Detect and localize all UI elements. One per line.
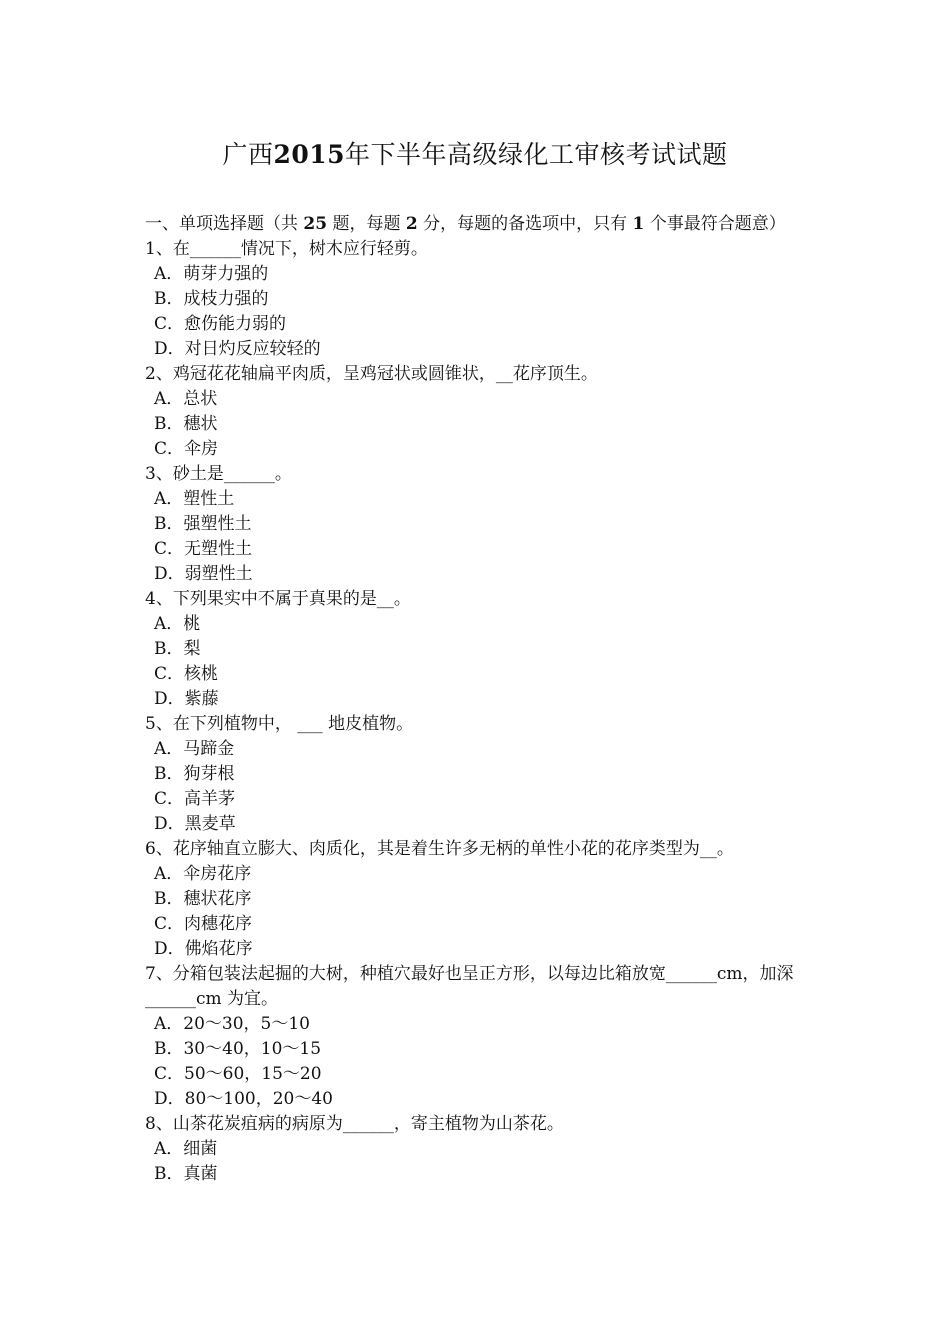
option-item: D．紫藤 — [154, 689, 219, 709]
option-item: B．30～40，10～15 — [154, 1039, 322, 1059]
option-item: C．高羊茅 — [154, 789, 236, 809]
points-per-question: 2 — [405, 214, 418, 234]
document-body — [145, 212, 810, 1187]
option-item: A．塑性土 — [154, 489, 235, 509]
option-item: C．伞房 — [154, 439, 219, 459]
question-stem: 7、分箱包装法起掘的大树，种植穴最好也呈正方形，以每边比箱放宽______cm，加深______cm 为宜。 — [145, 964, 794, 1009]
option-item: D．黑麦草 — [154, 814, 236, 834]
title-suffix: 年下半年高级绿化工审核考试试题 — [345, 140, 728, 169]
option-item: A．细菌 — [154, 1139, 218, 1159]
option-item: B．成枝力强的 — [154, 289, 269, 309]
section-heading — [145, 212, 810, 237]
question-stem: 3、砂土是______。 — [145, 464, 292, 484]
option-item: C．50～60，15～20 — [154, 1064, 322, 1084]
option-item: C．肉穗花序 — [154, 914, 253, 934]
question-stem: 4、下列果实中不属于真果的是__。 — [145, 589, 411, 609]
question-stem: 2、鸡冠花花轴扁平肉质，呈鸡冠状或圆锥状，__花序顶生。 — [145, 364, 598, 384]
option-item: A．桃 — [154, 614, 201, 634]
option-item: B．穗状 — [154, 414, 218, 434]
option-item: D．弱塑性土 — [154, 564, 253, 584]
option-item: B．穗状花序 — [154, 889, 252, 909]
option-item: D．佛焰花序 — [154, 939, 253, 959]
question-stem: 8、山茶花炭疽病的病原为______，寄主植物为山茶花。 — [145, 1114, 564, 1134]
title-prefix: 广西 — [222, 140, 274, 169]
section-heading-text-3: 分，每题的备选项中，只有 — [417, 214, 633, 234]
option-item: D．对日灼反应较轻的 — [154, 339, 321, 359]
section-heading-text-1: 一、单项选择题（共 — [145, 214, 304, 234]
question-stem: 6、花序轴直立膨大、肉质化，其是着生许多无柄的单性小花的花序类型为__。 — [145, 839, 734, 859]
option-item: B．真菌 — [154, 1164, 218, 1184]
section-heading-text-4: 个事最符合题意） — [644, 214, 786, 234]
option-item: A．伞房花序 — [154, 864, 252, 884]
question-stem: 5、在下列植物中， ___ 地皮植物。 — [145, 714, 414, 734]
title-year: 2015 — [273, 140, 346, 169]
question-stem: 1、在______情况下，树木应行轻剪。 — [145, 239, 428, 259]
option-item: A．20～30，5～10 — [154, 1014, 310, 1034]
option-item: B．梨 — [154, 639, 201, 659]
option-item: B．狗芽根 — [154, 764, 235, 784]
option-item: A．总状 — [154, 389, 218, 409]
correct-option-count: 1 — [632, 214, 645, 234]
option-item: C．无塑性土 — [154, 539, 253, 559]
option-item: D．80～100，20～40 — [154, 1089, 333, 1109]
section-heading-text-2: 题，每题 — [327, 214, 406, 234]
option-item: A．马蹄金 — [154, 739, 235, 759]
document-title — [0, 135, 950, 171]
option-item: C．愈伤能力弱的 — [154, 314, 287, 334]
question-count: 25 — [303, 214, 328, 234]
option-item: B．强塑性土 — [154, 514, 252, 534]
option-item: A．萌芽力强的 — [154, 264, 269, 284]
option-item: C．核桃 — [154, 664, 219, 684]
